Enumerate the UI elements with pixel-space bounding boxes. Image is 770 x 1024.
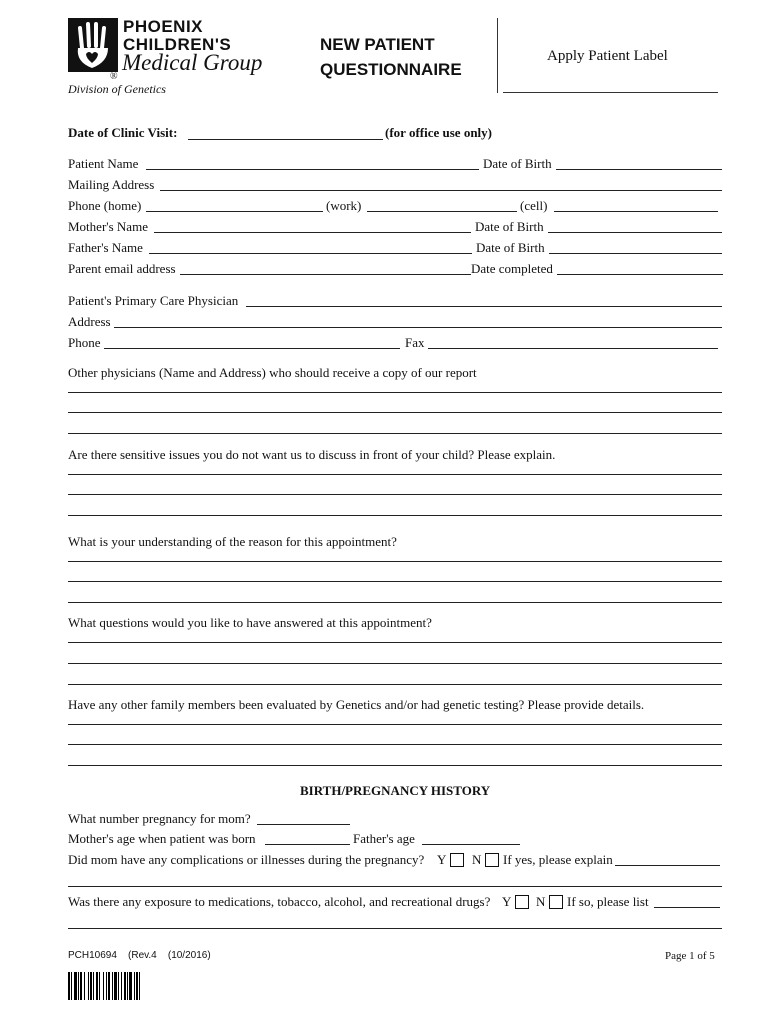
phone-work-label: (work): [326, 198, 362, 213]
clinic-visit-field[interactable]: [188, 139, 383, 140]
pcp-label: Patient's Primary Care Physician: [68, 293, 239, 308]
patient-label-area: Apply Patient Label: [547, 48, 668, 64]
patient-name-label: Patient Name: [68, 156, 139, 171]
answer-line[interactable]: [68, 494, 722, 495]
complications-explain-field[interactable]: [615, 865, 720, 866]
pcp-phone-label: Phone: [68, 335, 101, 350]
complications-yes-label: Y: [437, 852, 447, 867]
answer-line[interactable]: [68, 474, 722, 475]
registered-mark: ®: [110, 71, 118, 82]
barcode-icon: [68, 972, 180, 1005]
mothers-age-label: Mother's age when patient was born: [68, 831, 256, 846]
other-physicians-question: Other physicians (Name and Address) who should receive a copy of our report: [68, 365, 477, 380]
office-use-note: (for office use only): [385, 125, 492, 140]
exposure-yes-label: Y: [502, 894, 512, 909]
mailing-address-label: Mailing Address: [68, 177, 155, 192]
answer-line[interactable]: [68, 433, 722, 434]
pregnancy-number-label: What number pregnancy for mom?: [68, 811, 251, 826]
phone-home-field[interactable]: [146, 211, 323, 212]
parent-email-label: Parent email address: [68, 261, 176, 276]
clinic-visit-label: Date of Clinic Visit:: [68, 125, 178, 140]
answer-line[interactable]: [68, 602, 722, 603]
patient-label-line: [503, 92, 718, 93]
mothers-age-field[interactable]: [265, 844, 350, 845]
complications-explain-label: If yes, please explain: [503, 852, 613, 867]
fathers-dob-field[interactable]: [549, 253, 722, 254]
complications-yes-checkbox[interactable]: [450, 853, 464, 867]
phone-work-field[interactable]: [367, 211, 517, 212]
exposure-question: Was there any exposure to medications, tobacco, alcohol, and recreational drugs?: [68, 894, 491, 909]
document-title-line1: NEW PATIENT: [320, 35, 435, 54]
parent-email-field[interactable]: [180, 274, 471, 275]
mothers-dob-field[interactable]: [548, 232, 722, 233]
date-completed-field[interactable]: [557, 274, 723, 275]
sensitive-issues-question: Are there sensitive issues you do not want us to discuss in front of your child? Please explain.: [68, 447, 556, 462]
division-name: Division of Genetics: [68, 82, 166, 96]
patient-dob-field[interactable]: [556, 169, 722, 170]
answer-line[interactable]: [68, 765, 722, 766]
exposure-no-label: N: [536, 894, 546, 909]
answer-line[interactable]: [68, 561, 722, 562]
logo-hand-heart-icon: [68, 18, 118, 72]
answer-line[interactable]: [68, 581, 722, 582]
pcp-address-label: Address: [68, 314, 111, 329]
answer-line[interactable]: [68, 744, 722, 745]
org-name-line2: CHILDREN'S: [123, 35, 232, 54]
exposure-yes-checkbox[interactable]: [515, 895, 529, 909]
pcp-address-field[interactable]: [114, 327, 722, 328]
fathers-age-label: Father's age: [353, 831, 415, 846]
fathers-name-field[interactable]: [149, 253, 472, 254]
fathers-age-field[interactable]: [422, 844, 520, 845]
exposure-list-label: If so, please list: [567, 894, 649, 909]
understanding-question: What is your understanding of the reason for this appointment?: [68, 534, 397, 549]
patient-name-field[interactable]: [146, 169, 479, 170]
answer-line[interactable]: [68, 724, 722, 725]
mothers-dob-label: Date of Birth: [475, 219, 544, 234]
complications-no-label: N: [472, 852, 482, 867]
form-code: PCH10694 (Rev.4 (10/2016): [68, 950, 211, 961]
fathers-dob-label: Date of Birth: [476, 240, 545, 255]
date-completed-label: Date completed: [471, 261, 553, 276]
document-title-line2: QUESTIONNAIRE: [320, 60, 462, 79]
answer-line[interactable]: [68, 642, 722, 643]
pcp-fax-label: Fax: [405, 335, 425, 350]
phone-cell-label: (cell): [520, 198, 548, 213]
pregnancy-number-field[interactable]: [257, 824, 350, 825]
exposure-list-field[interactable]: [654, 907, 720, 908]
page-number: Page 1 of 5: [665, 950, 715, 962]
answer-line[interactable]: [68, 412, 722, 413]
answer-line[interactable]: [68, 515, 722, 516]
mailing-address-field[interactable]: [160, 190, 722, 191]
pcp-field[interactable]: [246, 306, 722, 307]
answer-line[interactable]: [68, 928, 722, 929]
answer-line[interactable]: [68, 663, 722, 664]
org-name-line3: Medical Group: [122, 50, 263, 75]
mothers-name-field[interactable]: [154, 232, 471, 233]
exposure-no-checkbox[interactable]: [549, 895, 563, 909]
birth-history-heading: BIRTH/PREGNANCY HISTORY: [300, 783, 491, 798]
header-divider: [497, 18, 498, 93]
complications-question: Did mom have any complications or illnesses during the pregnancy?: [68, 852, 425, 867]
pcp-fax-field[interactable]: [428, 348, 718, 349]
phone-home-label: Phone (home): [68, 198, 142, 213]
org-name-line1: PHOENIX: [123, 17, 204, 36]
complications-no-checkbox[interactable]: [485, 853, 499, 867]
answer-line[interactable]: [68, 684, 722, 685]
fathers-name-label: Father's Name: [68, 240, 143, 255]
phone-cell-field[interactable]: [554, 211, 718, 212]
pcp-phone-field[interactable]: [104, 348, 400, 349]
answer-line[interactable]: [68, 886, 722, 887]
family-members-question: Have any other family members been evaluated by Genetics and/or had genetic testing? Please provide details.: [68, 697, 645, 712]
patient-dob-label: Date of Birth: [483, 156, 552, 171]
answer-line[interactable]: [68, 392, 722, 393]
mothers-name-label: Mother's Name: [68, 219, 148, 234]
questions-answered-question: What questions would you like to have answered at this appointment?: [68, 615, 432, 630]
